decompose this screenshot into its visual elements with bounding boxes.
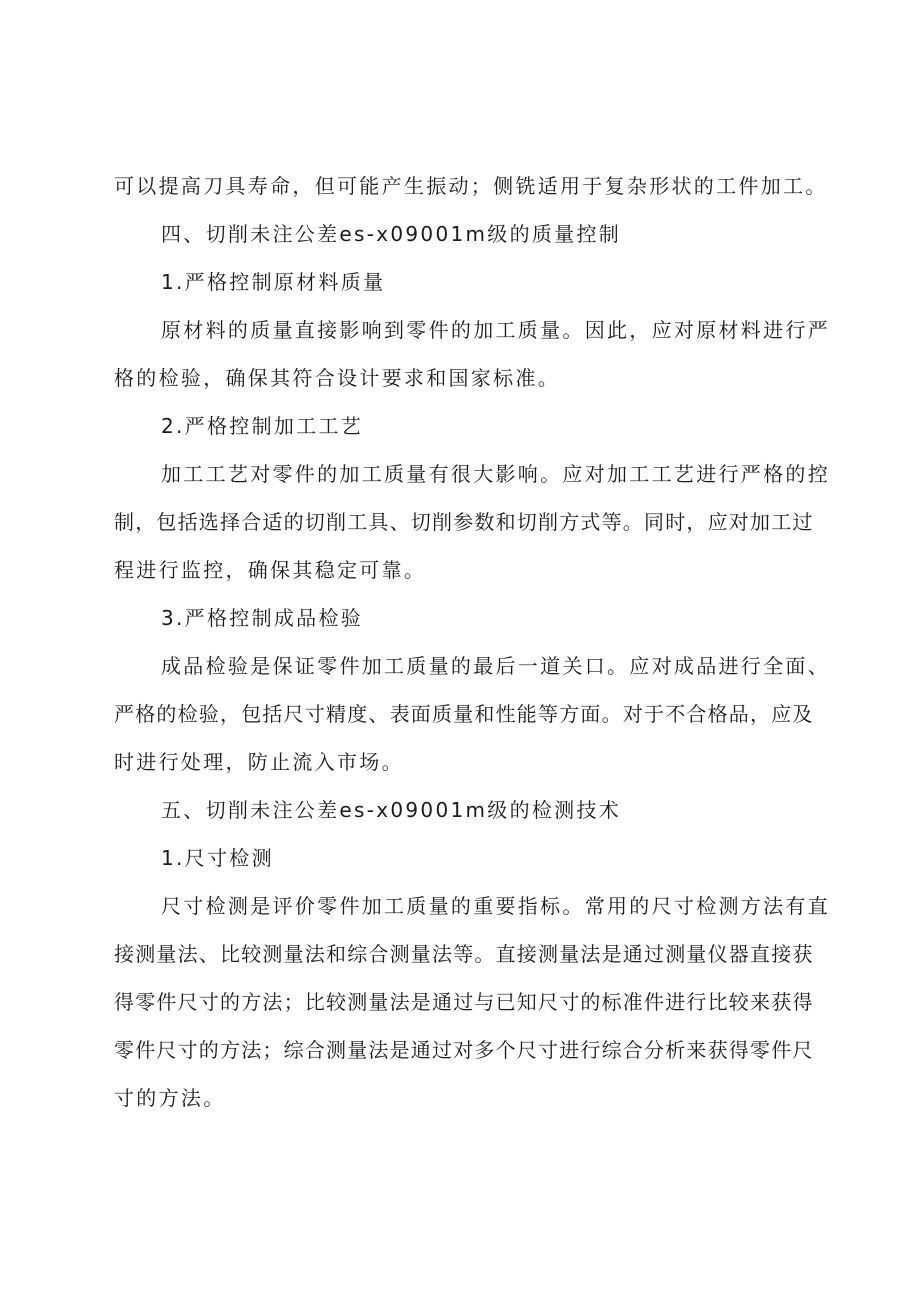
paragraph-line: 可以提高刀具寿命，但可能产生振动；侧铣适用于复杂形状的工件加工。 [114, 174, 828, 198]
paragraph-line: 格的检验，确保其符合设计要求和国家标准。 [114, 366, 560, 390]
paragraph-line: 原材料的质量直接影响到零件的加工质量。因此，应对原材料进行严 [161, 318, 830, 342]
section-heading: 四、切削未注公差es-x09001m级的质量控制 [161, 222, 622, 246]
paragraph-line: 零件尺寸的方法；综合测量法是通过对多个尺寸进行综合分析来获得零件尺 [114, 1038, 814, 1062]
paragraph-line: 接测量法、比较测量法和综合测量法等。直接测量法是通过测量仪器直接获 [114, 942, 814, 966]
subsection-heading: 1.严格控制原材料质量 [161, 270, 386, 294]
paragraph-line: 时进行处理，防止流入市场。 [114, 750, 404, 774]
document-body [114, 162, 830, 1122]
paragraph-line: 尺寸检测是评价零件加工质量的重要指标。常用的尺寸检测方法有直 [161, 894, 830, 918]
paragraph-line: 得零件尺寸的方法；比较测量法是通过与已知尺寸的标准件进行比较来获得 [114, 990, 814, 1014]
paragraph-line: 加工工艺对零件的加工质量有很大影响。应对加工工艺进行严格的控 [161, 462, 830, 486]
paragraph-line: 严格的检验，包括尺寸精度、表面质量和性能等方面。对于不合格品，应及 [114, 702, 814, 726]
subsection-heading: 2.严格控制加工工艺 [161, 414, 364, 438]
paragraph-line: 寸的方法。 [114, 1086, 226, 1110]
paragraph-line: 制，包括选择合适的切削工具、切削参数和切削方式等。同时，应对加工过 [114, 510, 814, 534]
paragraph-line: 程进行监控，确保其稳定可靠。 [114, 558, 427, 582]
paragraph-line: 成品检验是保证零件加工质量的最后一道关口。应对成品进行全面、 [161, 654, 830, 678]
section-heading: 五、切削未注公差es-x09001m级的检测技术 [161, 798, 622, 822]
subsection-heading: 1.尺寸检测 [161, 846, 274, 870]
subsection-heading: 3.严格控制成品检验 [161, 606, 364, 630]
